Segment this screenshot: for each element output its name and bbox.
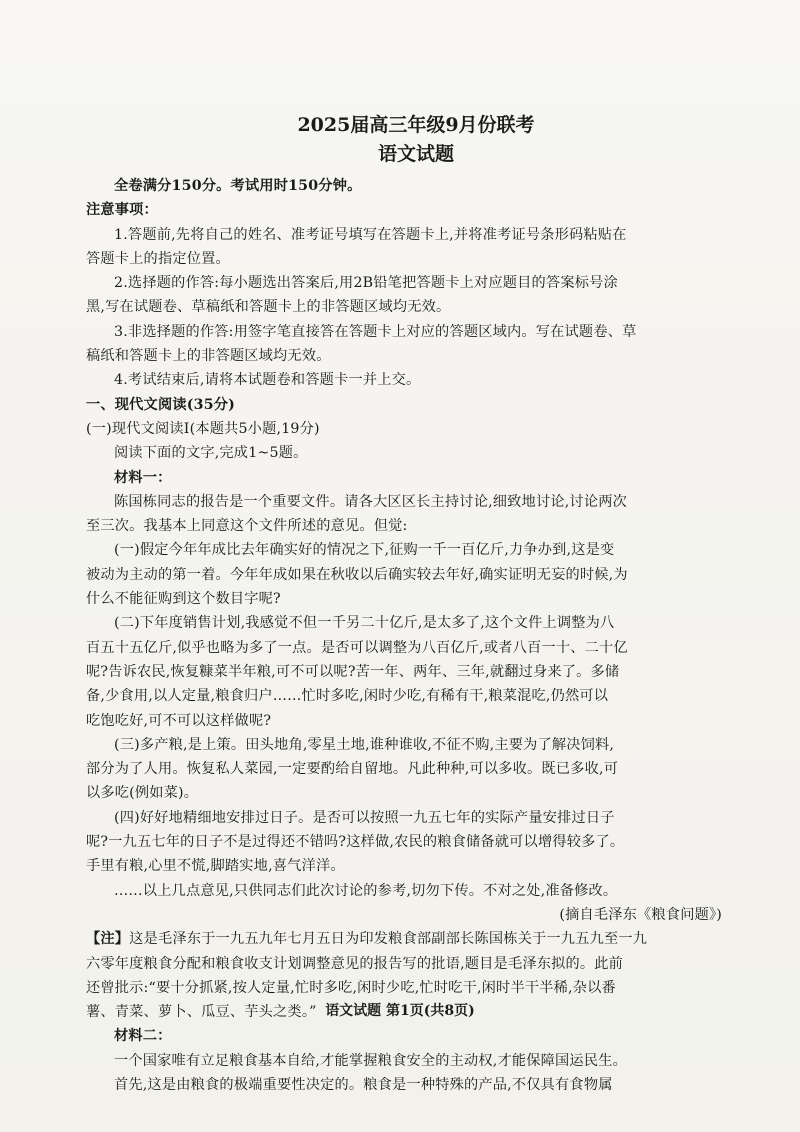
material-line: 至三次。我基本上同意这个文件所述的意见。但觉: [86, 518, 408, 535]
material-label: 材料二： [114, 1028, 172, 1045]
score-line: 全卷满分150分。考试用时150分钟。 [114, 178, 362, 194]
material-line: 以多吃(例如菜)。 [86, 785, 199, 802]
page-footer: 语文试题 第1页(共8页) [325, 1003, 475, 1019]
material-label: 材料一： [114, 469, 172, 486]
note-line: 六零年度粮食分配和粮食收支计划调整意见的报告写的批语,题目是毛泽东拟的。此前 [86, 955, 624, 972]
sub-section-heading: (一)现代文阅读Ⅰ(本题共5小题,19分) [86, 420, 320, 437]
material-line: 呢?告诉农民,恢复糠菜半年粮,可不可以呢?苦一年、两年、三年,就翻过身来了。多储 [86, 663, 620, 680]
notice-line: 4.考试结束后,请将本试题卷和答题卡一并上交。 [114, 372, 421, 389]
material-line: 陈国栋同志的报告是一个重要文件。请各大区区长主持讨论,细致地讨论,讨论两次 [114, 493, 627, 510]
material-source: (摘自毛泽东《粮食问题》) [559, 906, 722, 923]
material-line: (三)多产粮,是上策。田头地角,零星土地,谁种谁收,不征不购,主要为了解决饲料, [114, 736, 615, 753]
material-line: (二)下年度销售计划,我感觉不但一千另二十亿斤,是太多了,这个文件上调整为八 [114, 615, 615, 632]
material-line: 一个国家唯有立足粮食基本自给,才能掌握粮食安全的主动权,才能保障国运民生。 [114, 1052, 627, 1069]
material-line: 被动为主动的第一着。今年年成如果在秋收以后确实较去年好,确实证明无妄的时候,为 [86, 566, 628, 583]
notice-line: 黑,写在试题卷、草稿纸和答题卡上的非答题区域均无效。 [86, 299, 451, 316]
material-line: (四)好好地精细地安排过日子。是否可以按照一九五七年的实际产量安排过日子 [114, 809, 615, 826]
note-line: 还曾批示:“要十分抓紧,按人定量,忙时多吃,闲时少吃,忙时吃干,闲时半干半稀,杂以番 [86, 979, 616, 996]
material-line: 备,少食用,以人定量,粮食归户……忙时多吃,闲时少吃,有稀有干,粮菜混吃,仍然可以 [86, 688, 609, 705]
material-line: 首先,这是由粮食的极端重要性决定的。粮食是一种特殊的产品,不仅具有食物属 [114, 1076, 613, 1093]
notice-line: 稿纸和答题卡上的非答题区域均无效。 [86, 348, 331, 365]
notice-line: 答题卡上的指定位置。 [86, 250, 230, 267]
material-line: 百五十五亿斤,似乎也略为多了一点。是否可以调整为八百亿斤,或者八百一十、二十亿 [86, 639, 628, 656]
subject-title: 语文试题 [377, 143, 454, 165]
exam-title: 2025届高三年级9月份联考 [297, 114, 535, 136]
material-line: (一)假定今年年成比去年确实好的情况之下,征购一千一百亿斤,力争办到,这是变 [114, 542, 615, 559]
note-line [86, 927, 726, 951]
material-line: 吃饱吃好,可不可以这样做呢? [86, 712, 272, 729]
material-line: 呢?一九五七年的日子不是过得还不错吗?这样做,农民的粮食储备就可以增得较多了。 [86, 834, 625, 851]
note-line: 薯、青菜、萝卜、瓜豆、芋头之类。” [86, 1004, 317, 1021]
section-heading: 一、现代文阅读(35分) [86, 396, 236, 413]
note-label: 【注】 [86, 931, 130, 948]
material-line: 手里有粮,心里不慌,脚踏实地,喜气洋洋。 [86, 858, 345, 875]
material-line: 部分为了人用。恢复私人菜园,一定要酌给自留地。凡此种种,可以多收。既已多收,可 [86, 761, 619, 778]
notice-line: 2.选择题的作答:每小题选出答案后,用2B铅笔把答题卡上对应题目的答案标号涂 [114, 275, 618, 292]
reading-instruction: 阅读下面的文字,完成1~5题。 [114, 445, 308, 462]
material-line: 什么不能征购到这个数目字呢? [86, 591, 281, 608]
note-text: 这是毛泽东于一九五九年七月五日为印发粮食部副部长陈国栋关于一九五九至一九 [129, 931, 648, 948]
notice-line: 3.非选择题的作答:用签字笔直接答在答题卡上对应的答题区域内。写在试题卷、草 [114, 323, 637, 340]
page-content [86, 112, 726, 1097]
notice-heading: 注意事项： [86, 202, 158, 219]
notice-line: 1.答题前,先将自己的姓名、准考证号填写在答题卡上,并将准考证号条形码粘贴在 [114, 226, 627, 243]
material-line: ……以上几点意见,只供同志们此次讨论的参考,切勿下传。不对之处,准备修改。 [114, 882, 618, 899]
